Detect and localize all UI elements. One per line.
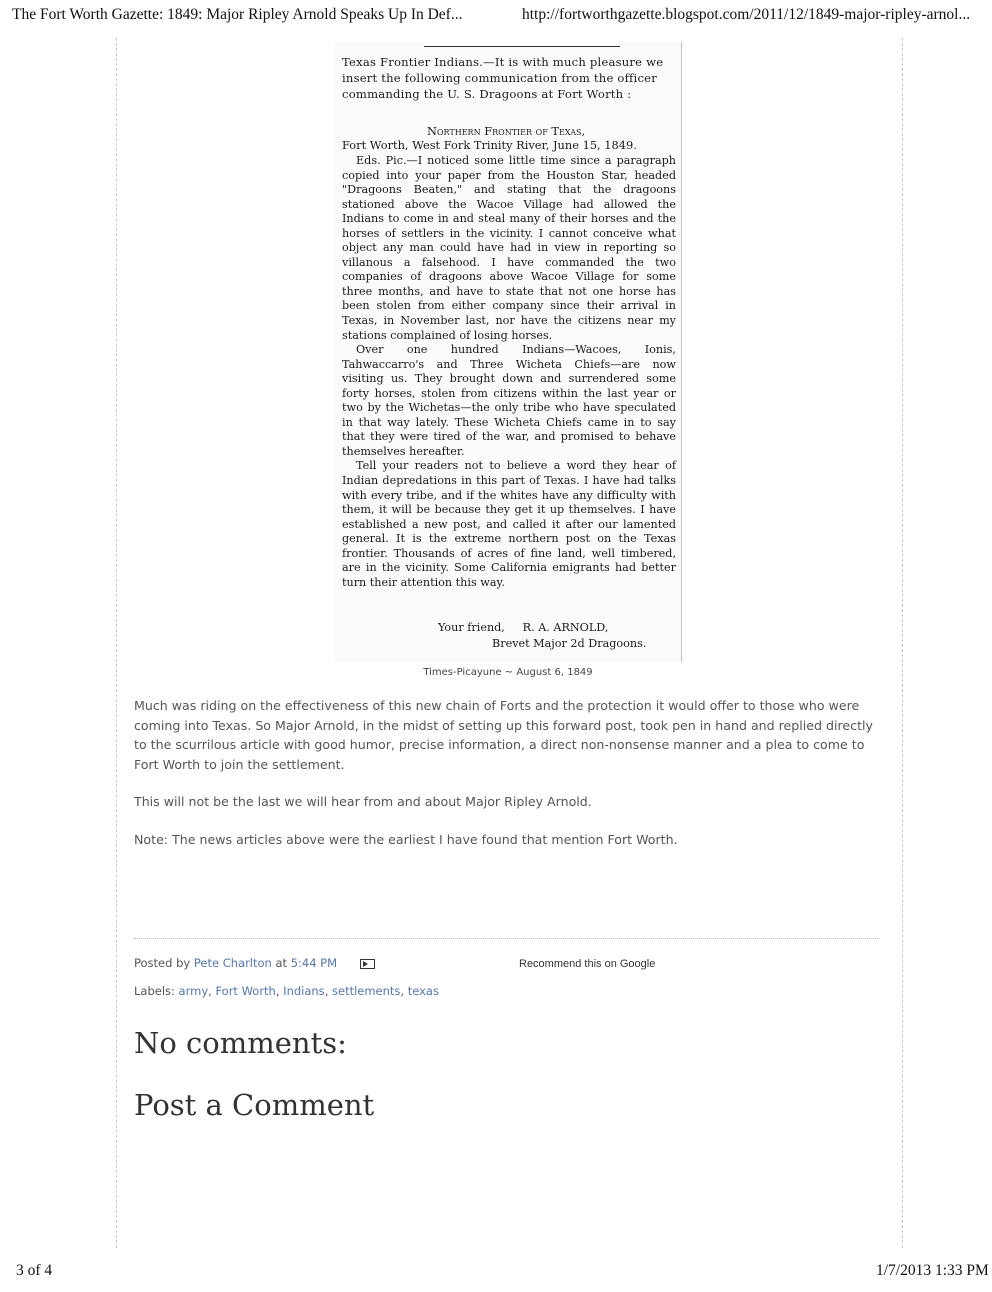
post-paragraph: Much was riding on the effectiveness of this new chain of Forts and the protection it would offer to those who were coming into Texas. So Major Arnold, in the midst of setting up this forward post, took pen in hand and replied directly to the scurrilous article with good humor, precise information, a direct non-nonsense manner and a plea to come to Fort Worth to join the settlement. — [134, 698, 873, 772]
left-content-border — [116, 38, 117, 1248]
print-footer — [0, 1262, 992, 1284]
label-link[interactable]: texas — [407, 984, 439, 998]
post-body — [134, 696, 884, 867]
post-footer-divider — [134, 938, 880, 939]
post-comment-heading: Post a Comment — [134, 1088, 375, 1122]
clipping-dateline-place: Northern Frontier of Texas, — [427, 124, 586, 138]
newspaper-clipping — [334, 42, 682, 662]
posted-by-label: Posted by — [134, 956, 191, 970]
recommend-on-google-link[interactable]: Recommend this on Google — [519, 958, 656, 970]
clipping-edge — [681, 42, 682, 662]
clipping-paragraph: Tell your readers not to believe a word they hear of Indian depredations in this part of Texas. I have had talks with every tribe, and if the whites have any difficulty with them, it will be because they get it up themselves. I have established a new post, and called it after our lamented general. It is the extreme northern post on the Texas frontier. Thousands of acres of fine land, well timbered, are in the vicinity. Some California emigrants had better turn their attention this way. — [342, 459, 676, 589]
label-link[interactable]: Indians — [283, 984, 325, 998]
comments-heading: No comments: — [134, 1026, 347, 1060]
print-page-url: http://fortworthgazette.blogspot.com/2011/12/1849-major-ripley-arnol... — [522, 6, 971, 23]
right-content-border — [902, 38, 903, 1248]
post-footer — [134, 956, 884, 998]
clipping-paragraph: Over one hundred Indians—Wacoes, Ionis, Tahwaccarro's and Three Wicheta Chiefs—are now visiting us. They brought down and surrendered some forty horses, stolen from citizens within the last year or two by the Wichetas—the only tribe who have speculated in that way lately. These Wicheta Chiefs came in to say that they were tired of the war, and promised to behave themselves hereafter. — [342, 343, 676, 458]
signoff-greeting: Your friend, — [438, 621, 505, 634]
post-paragraph: Note: The news articles above were the earliest I have found that mention Fort Worth. — [134, 831, 678, 847]
label-link[interactable]: army — [178, 984, 209, 998]
image-caption: Times-Picayune ~ August 6, 1849 — [423, 667, 593, 678]
label-link[interactable]: settlements — [332, 984, 401, 998]
post-timestamp-link[interactable]: 5:44 PM — [290, 956, 338, 970]
clipping-dateline-date: Fort Worth, West Fork Trinity River, June 15, 1849. — [342, 138, 637, 152]
print-page-number: 3 of 4 — [16, 1262, 53, 1279]
at-label: at — [275, 956, 288, 970]
labels-prefix: Labels: — [134, 984, 175, 998]
clipping-body — [342, 154, 676, 590]
clipping-dateline — [342, 124, 676, 152]
clipping-heading: Texas Frontier Indians.—It is with much pleasure we insert the following communication from the officer commanding the U. S. Dragoons at Fort Worth : — [342, 55, 664, 101]
signoff-rank: Brevet Major 2d Dragoons. — [492, 637, 647, 650]
label-link[interactable]: Fort Worth — [215, 984, 276, 998]
signoff-name: R. A. ARNOLD, — [522, 621, 609, 634]
email-post-icon[interactable] — [359, 958, 375, 969]
print-timestamp: 1/7/2013 1:33 PM — [876, 1262, 989, 1279]
clipping-paragraph: Eds. Pic.—I noticed some little time since a paragraph copied into your paper from the Houston Star, headed "Dragoons Beaten," and stating that the dragoons stationed above the Wacoe Village had allowed the Indians to come in and steal many of their horses and the horses of settlers in the vicinity. I cannot conceive what object any man could have had in view in reporting so villanous a falsehood. I have commanded the two companies of dragoons above Wacoe Village for some three months, and have to state that not one horse has been stolen from either company since their arrival in Texas, in November last, nor have the citizens near my stations complained of losing horses. — [342, 154, 676, 342]
author-link[interactable]: Pete Charlton — [193, 956, 272, 970]
post-labels: Labels: army, Fort Worth, Indians, settlements, texas — [134, 984, 439, 998]
print-page-title: The Fort Worth Gazette: 1849: Major Ripley Arnold Speaks Up In Def... — [12, 6, 463, 23]
clipping-top-rule — [424, 46, 620, 47]
post-paragraph: This will not be the last we will hear from and about Major Ripley Arnold. — [134, 794, 592, 809]
print-header — [0, 6, 992, 28]
clipping-signature — [342, 620, 676, 652]
